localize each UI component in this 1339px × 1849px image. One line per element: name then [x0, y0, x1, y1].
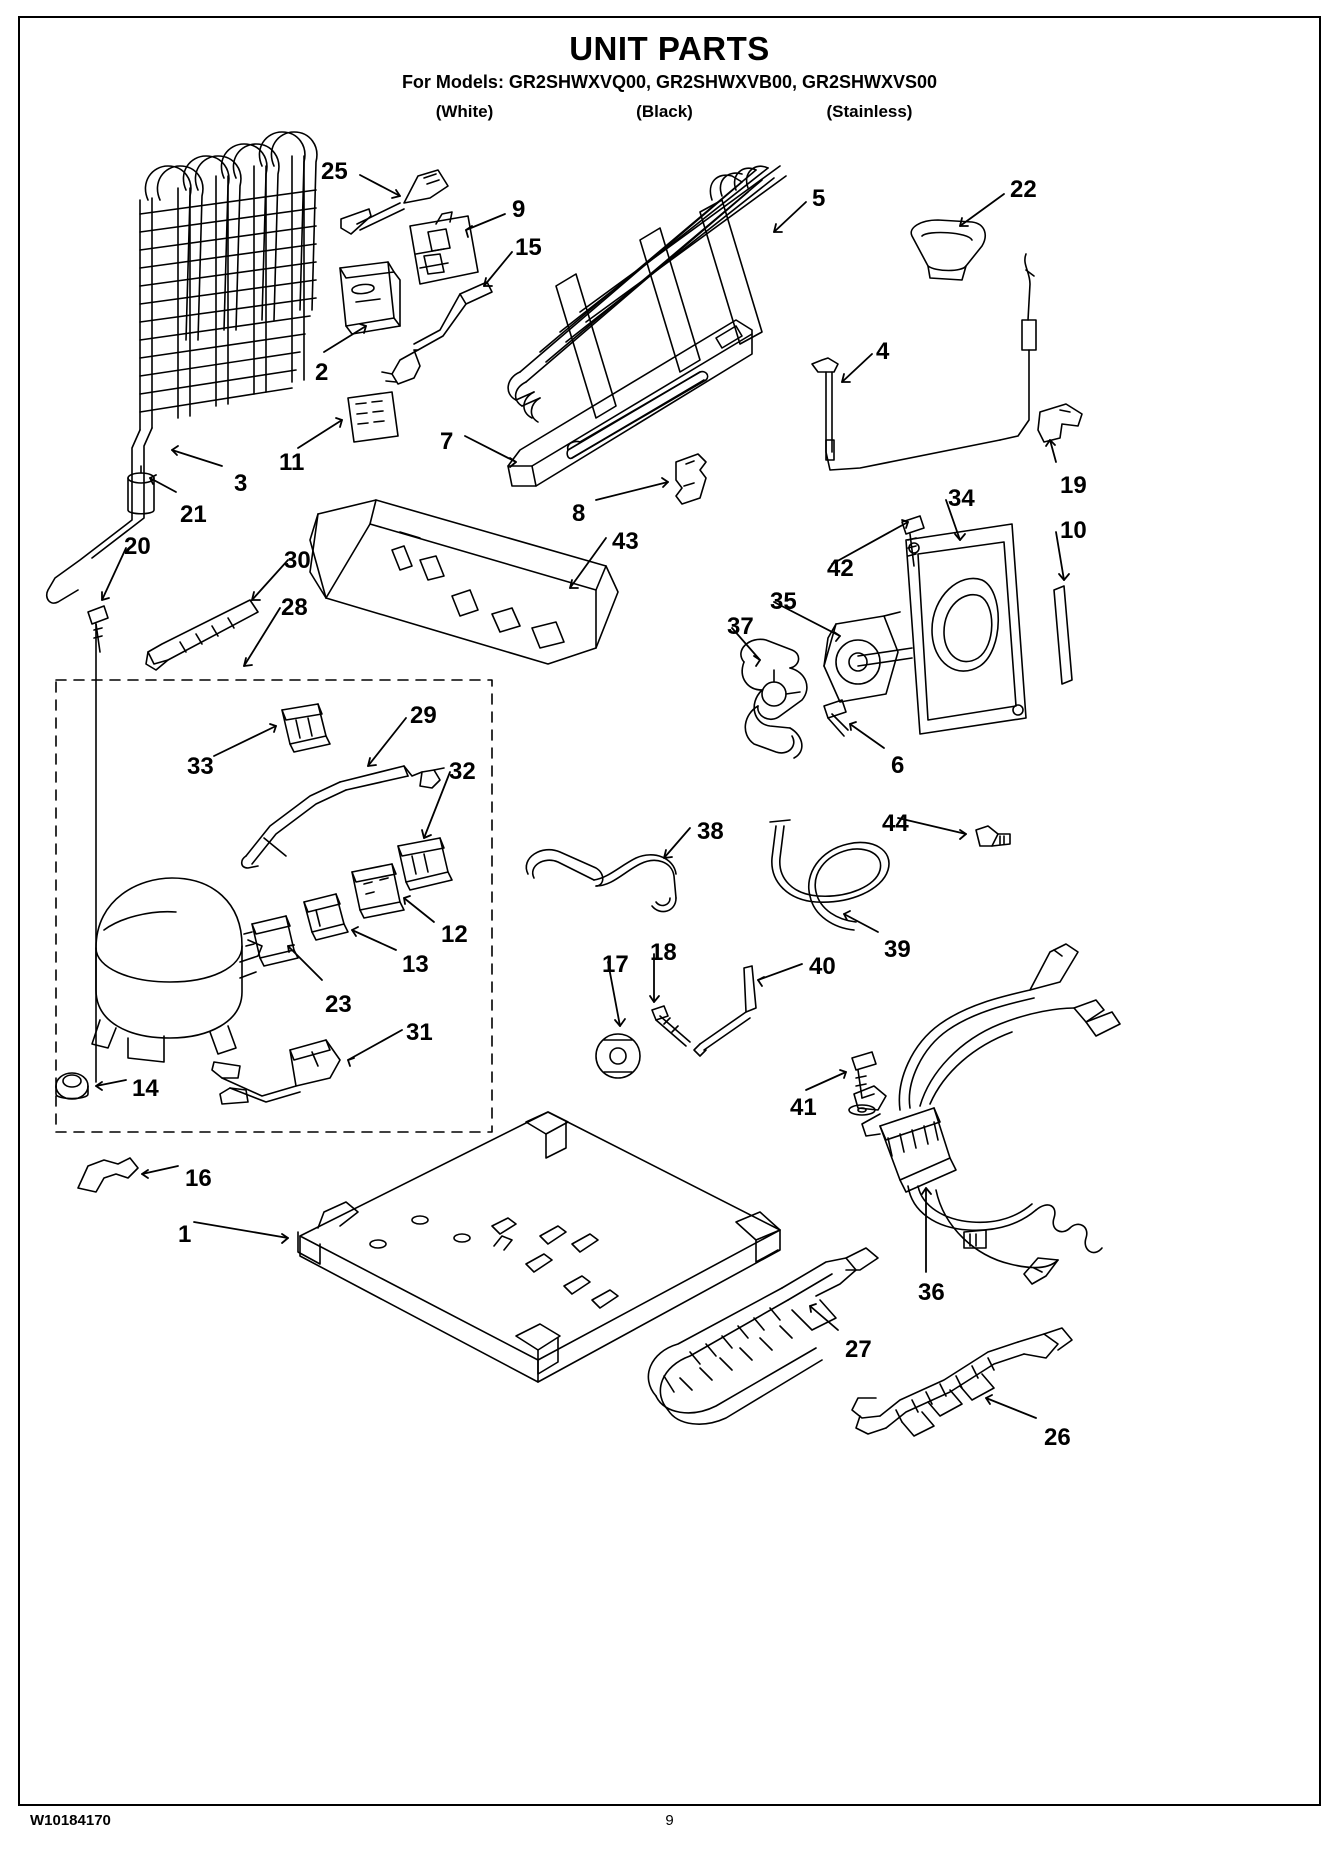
page-title: UNIT PARTS [569, 30, 770, 67]
callout-2: 2 [315, 359, 329, 386]
callout-21: 21 [180, 501, 207, 528]
finish-black: (Black) [636, 102, 693, 121]
callout-25: 25 [321, 158, 348, 185]
page-number: 9 [665, 1812, 674, 1829]
document-code: W10184170 [30, 1812, 111, 1829]
callout-44: 44 [882, 810, 909, 837]
callout-36: 36 [918, 1279, 945, 1306]
callout-3: 3 [234, 470, 248, 497]
callout-6: 6 [891, 752, 905, 779]
callout-19: 19 [1060, 472, 1087, 499]
finish-stainless: (Stainless) [826, 102, 913, 121]
callout-9: 9 [512, 196, 526, 223]
callout-16: 16 [185, 1165, 212, 1192]
callout-33: 33 [187, 753, 214, 780]
callout-38: 38 [697, 818, 724, 845]
finish-white: (White) [435, 102, 494, 121]
callout-18: 18 [650, 939, 677, 966]
callout-7: 7 [440, 428, 454, 455]
callout-20: 20 [124, 533, 151, 560]
callout-23: 23 [325, 991, 352, 1018]
callout-8: 8 [572, 500, 586, 527]
callout-1: 1 [178, 1221, 192, 1248]
callout-43: 43 [612, 528, 639, 555]
callout-34: 34 [948, 485, 975, 512]
callout-40: 40 [809, 953, 836, 980]
callout-4: 4 [876, 338, 890, 365]
callout-30: 30 [284, 547, 311, 574]
callout-15: 15 [515, 234, 542, 261]
callout-26: 26 [1044, 1424, 1071, 1451]
callout-22: 22 [1010, 176, 1037, 203]
callout-42: 42 [827, 555, 854, 582]
callout-11: 11 [279, 449, 305, 476]
callout-28: 28 [281, 594, 308, 621]
callout-27: 27 [845, 1336, 872, 1363]
callout-5: 5 [812, 185, 826, 212]
callout-29: 29 [410, 702, 437, 729]
callout-32: 32 [449, 758, 476, 785]
callout-12: 12 [441, 921, 468, 948]
models-line: For Models: GR2SHWXVQ00, GR2SHWXVB00, GR2SHWXVS00 [401, 72, 938, 92]
callout-35: 35 [770, 588, 797, 615]
page-border [18, 16, 1321, 1806]
callout-17: 17 [602, 951, 629, 978]
callout-41: 41 [790, 1094, 817, 1121]
callout-31: 31 [406, 1019, 433, 1046]
finishes-line [0, 102, 1339, 122]
callout-13: 13 [402, 951, 429, 978]
callout-39: 39 [884, 936, 911, 963]
callout-37: 37 [727, 613, 754, 640]
callout-10: 10 [1060, 517, 1087, 544]
callout-14: 14 [132, 1075, 159, 1102]
